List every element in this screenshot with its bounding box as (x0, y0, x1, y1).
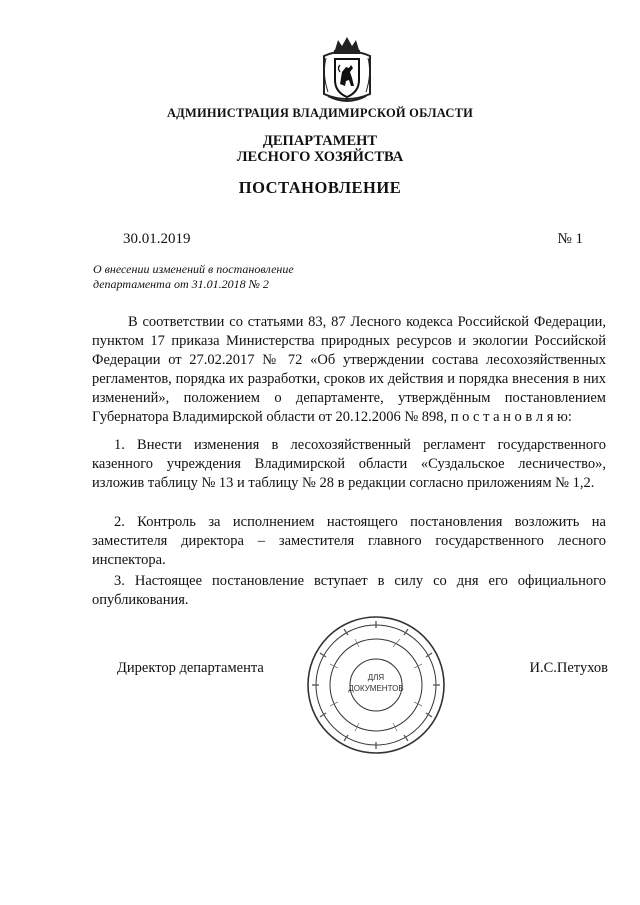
organization-name: АДМИНИСТРАЦИЯ ВЛАДИМИРСКОЙ ОБЛАСТИ (166, 106, 474, 120)
official-seal-stamp (305, 614, 447, 756)
stamp-text-line-1: ДЛЯ (367, 673, 385, 682)
document-number: № 1 (557, 231, 583, 247)
resolution-item-3: 3. Настоящее постановление вступает в силу со дня его официального опубликования. (92, 573, 606, 608)
stamp-text-line-2: ДОКУМЕНТОВ (348, 684, 404, 693)
document-subject (93, 262, 353, 292)
subject-line-1: О внесении изменений в постановление (93, 262, 294, 276)
subject-line-2: департамента от 31.01.2018 № 2 (93, 277, 269, 291)
department-line-1: ДЕПАРТАМЕНТ (262, 133, 378, 149)
signatory-name: И.С.Петухов (529, 660, 608, 676)
document-date: 30.01.2019 (123, 231, 191, 247)
signatory-role: Директор департамента (117, 660, 264, 676)
department-name (0, 133, 640, 165)
preamble-paragraph: В соответствии со статьями 83, 87 Лесного кодекса Российской Федерации, пунктом 17 приказа Министерства природных ресурсов и экологии Российской Федерации от 27.02.2017 № 72 «Об утверждении состава лесохозяйственных регламентов, порядка их разработки, сроков их действия и порядка внесения в них изменений», положением о департаменте, утверждённым постановлением Губернатора Владимирской области от 20.12.2006 № 898, п о с т а н о в л я ю: (92, 314, 606, 425)
coat-of-arms-icon (318, 34, 376, 106)
resolution-item-2: 2. Контроль за исполнением настоящего постановления возложить на заместителя директора – заместителя главного государственного лесного инспектора. (92, 514, 606, 568)
resolution-item-1: 1. Внести изменения в лесохозяйственный регламент государственного казенного учреждения Владимирской области «Суздальское лесничество», изложив таблицу № 13 и таблицу № 28 в редакции согласно приложениям № 1,2. (92, 437, 606, 491)
document-type: ПОСТАНОВЛЕНИЕ (238, 178, 402, 197)
department-line-2: ЛЕСНОГО ХОЗЯЙСТВА (236, 149, 404, 165)
